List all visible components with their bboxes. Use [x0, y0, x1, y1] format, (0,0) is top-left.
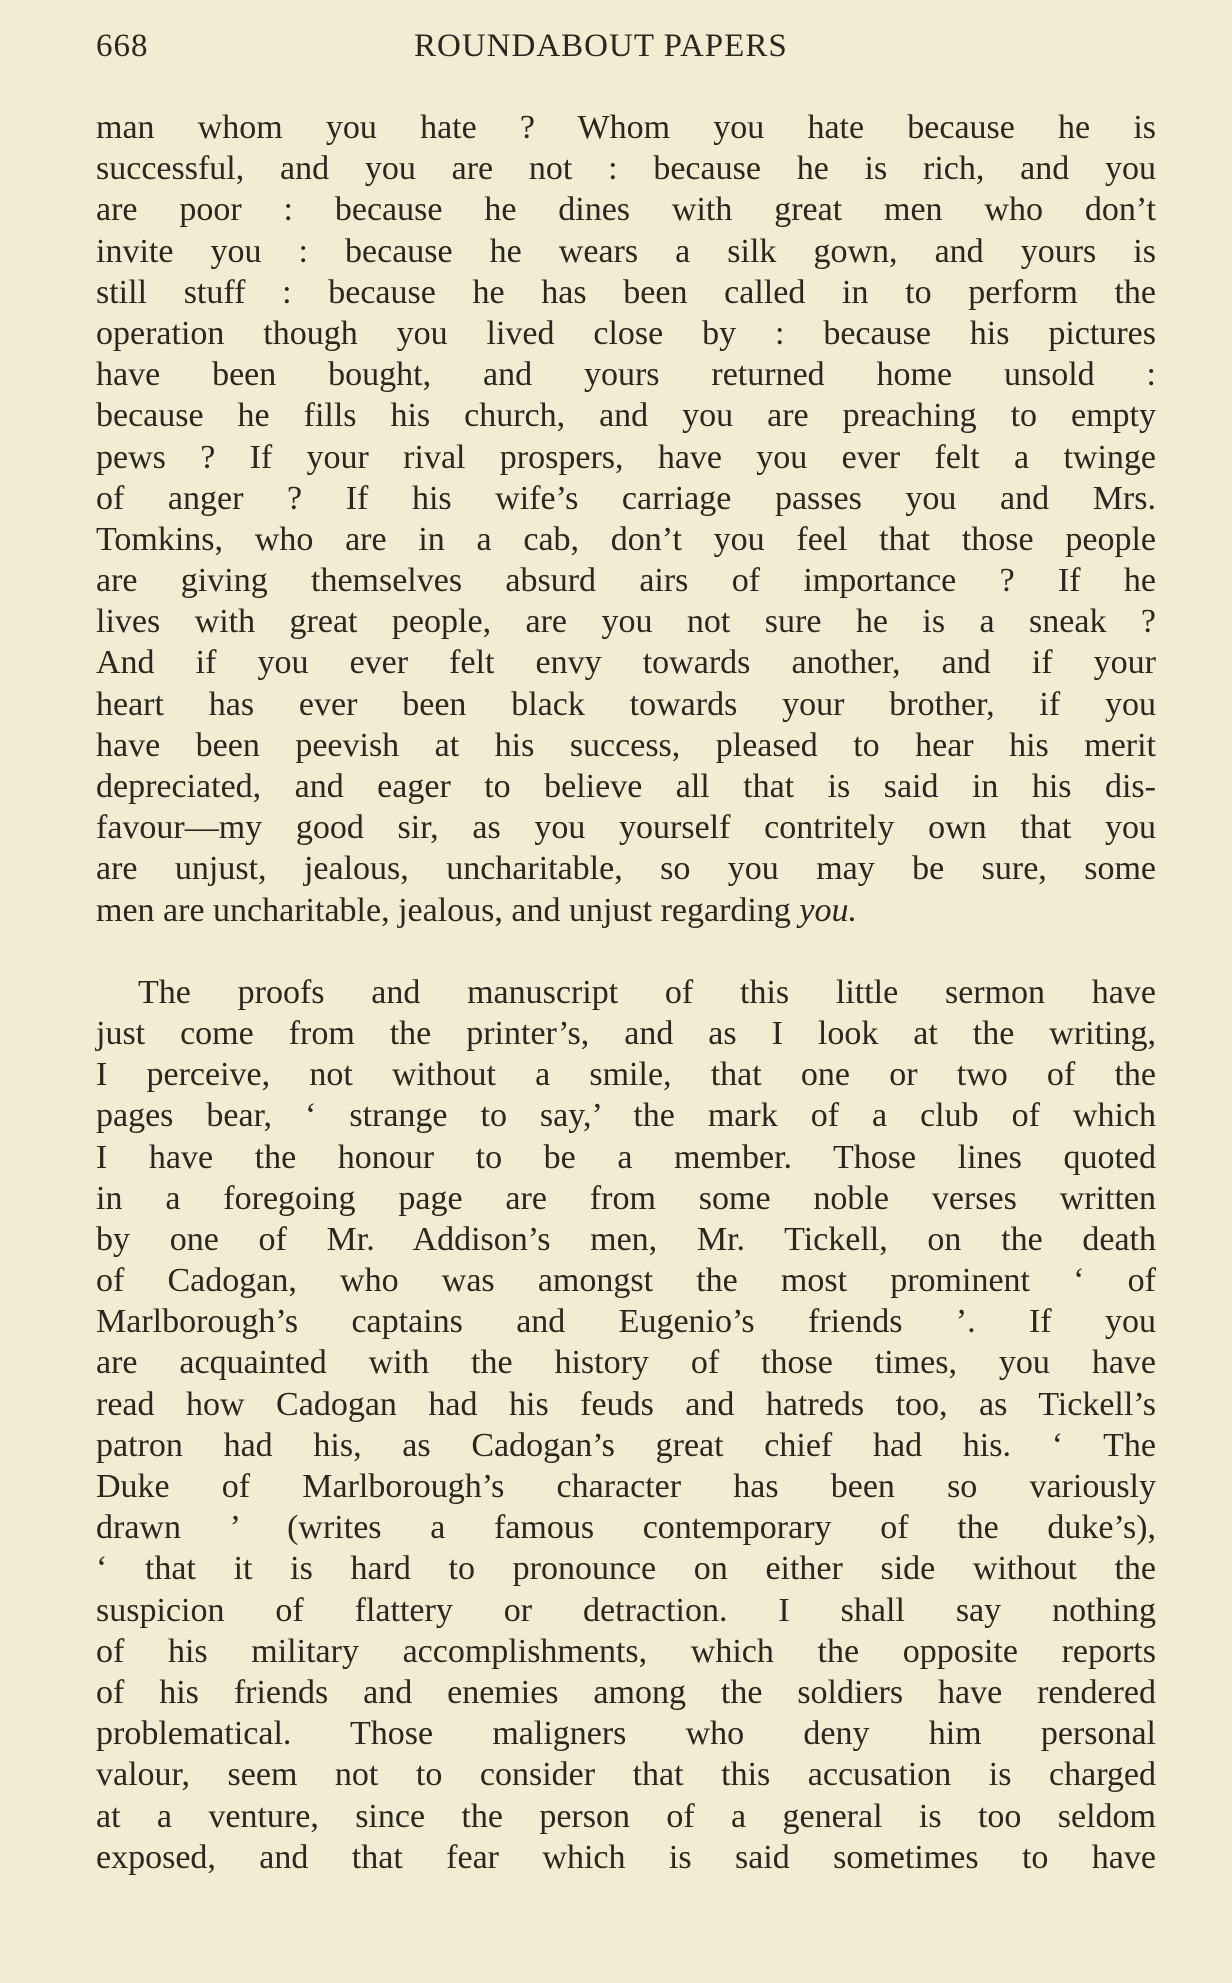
text-line-final [96, 890, 1156, 931]
text-line: exposed, and that fear which is said sometimes to have [96, 1838, 1156, 1876]
paragraph-1 [96, 107, 1156, 931]
text-line: I have the honour to be a member. Those lines quoted [96, 1138, 1156, 1176]
text-line: of his military accomplishments, which the opposite reports [96, 1632, 1156, 1670]
text-line: successful, and you are not : because he is rich, and you [96, 150, 1156, 188]
text-line: in a foregoing page are from some noble verses written [96, 1179, 1156, 1217]
text-line: are acquainted with the history of those times, you have [96, 1344, 1156, 1382]
text-line: at a venture, since the person of a general is too seldom [96, 1797, 1156, 1835]
text-line: Duke of Marlborough’s character has been so variously [96, 1468, 1156, 1505]
text-line: invite you : because he wears a silk gown, and yours is [96, 232, 1156, 270]
text-line: And if you ever felt envy towards another, and if your [96, 644, 1156, 682]
paragraph-spacer [96, 931, 1156, 972]
text-line: favour—my good sir, as you yourself contritely own that you [96, 809, 1156, 847]
text-line: pews ? If your rival prospers, have you ever felt a twinge [96, 438, 1156, 476]
text-line: have been peevish at his success, pleased to hear his merit [96, 726, 1156, 764]
text-line: of anger ? If his wife’s carriage passes you and Mrs. [96, 479, 1156, 517]
text-line: still stuff : because he has been called in to perform the [96, 273, 1156, 311]
text-line: of Cadogan, who was amongst the most prominent ‘ of [96, 1262, 1156, 1300]
text-line: ‘ that it is hard to pronounce on either side without the [96, 1550, 1156, 1588]
text-line: are giving themselves absurd airs of importance ? If he [96, 562, 1156, 600]
text-line: operation though you lived close by : because his pictures [96, 314, 1156, 352]
text-line: suspicion of flattery or detraction. I shall say nothing [96, 1591, 1156, 1629]
text-line: of his friends and enemies among the soldiers have rendered [96, 1673, 1156, 1711]
text-line: patron had his, as Cadogan’s great chief had his. ‘ The [96, 1426, 1156, 1464]
text-line: because he fills his church, and you are preaching to empty [96, 397, 1156, 435]
text-line: just come from the printer’s, and as I look at the writing, [96, 1014, 1156, 1052]
body-text [96, 107, 1156, 1878]
text-line: Marlborough’s captains and Eugenio’s friends ’. If you [96, 1303, 1156, 1341]
text-line: lives with great people, are you not sure he is a sneak ? [96, 603, 1156, 641]
text-line: I perceive, not without a smile, that one or two of the [96, 1056, 1156, 1094]
text-line: heart has ever been black towards your brother, if you [96, 685, 1156, 723]
text-line: by one of Mr. Addison’s men, Mr. Tickell, on the death [96, 1220, 1156, 1258]
text-line: read how Cadogan had his feuds and hatreds too, as Tickell’s [96, 1385, 1156, 1423]
running-title: ROUNDABOUT PAPERS [414, 28, 788, 64]
text-line: problematical. Those maligners who deny him personal [96, 1715, 1156, 1753]
text-line-indented: The proofs and manuscript of this little sermon have [138, 973, 1156, 1011]
paragraph-2 [96, 972, 1156, 1878]
text-line: depreciated, and eager to believe all that is said in his dis- [96, 768, 1156, 805]
text-line: pages bear, ‘ strange to say,’ the mark of a club of which [96, 1097, 1156, 1135]
page-number: 668 [96, 28, 149, 64]
text-line-final-body: men are uncharitable, jealous, and unjust regarding [96, 891, 791, 929]
text-line: drawn ’ (writes a famous contemporary of the duke’s), [96, 1509, 1156, 1547]
text-line: Tomkins, who are in a cab, don’t you feel that those people [96, 520, 1156, 558]
text-line: valour, seem not to consider that this accusation is charged [96, 1756, 1156, 1794]
text-line: man whom you hate ? Whom you hate because he is [96, 109, 1156, 146]
emphasized-word: you. [799, 891, 857, 929]
page-header [96, 28, 1156, 72]
text-line: are poor : because he dines with great men who don’t [96, 191, 1156, 229]
text-line: are unjust, jealous, uncharitable, so you may be sure, some [96, 850, 1156, 888]
text-line: have been bought, and yours returned home unsold : [96, 356, 1156, 394]
